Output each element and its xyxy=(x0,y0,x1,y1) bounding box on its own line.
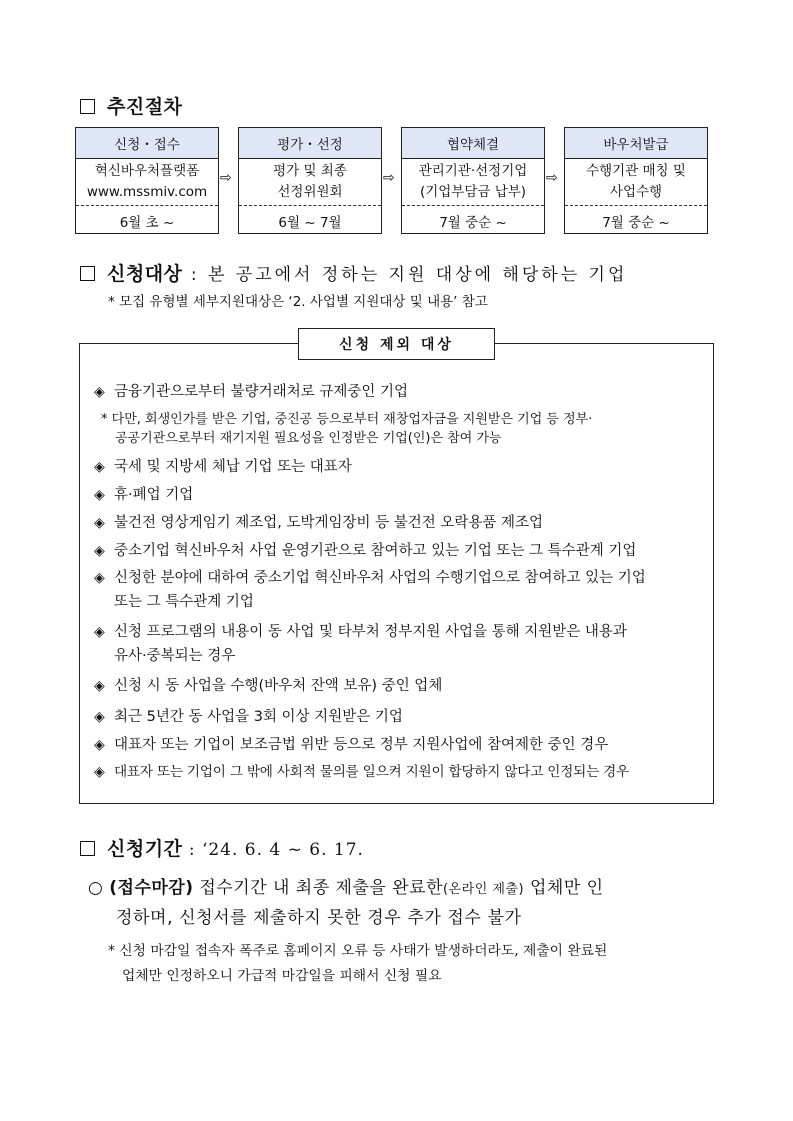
diamond-bullet-icon: ◈ xyxy=(94,543,105,559)
step-detail xyxy=(239,159,381,205)
exclusion-item xyxy=(94,760,704,784)
exclusion-item-text: 중소기업 혁신바우처 사업 운영기관으로 참여하고 있는 기업 또는 그 특수관계 기업 xyxy=(114,543,637,559)
exclusion-item-text: 금융기관으로부터 불량거래처로 규제중인 기업 xyxy=(114,384,408,400)
procedure-step-3 xyxy=(401,127,545,234)
exclusion-item-text-cont: 또는 그 특수관계 기업 xyxy=(114,594,254,610)
exclusion-item-text: 휴·폐업 기업 xyxy=(114,487,194,503)
deadline-note-line1: * 신청 마감일 접속자 폭주로 홈페이지 오류 등 사태가 발생하더라도, 제출이 완료된 xyxy=(108,943,608,959)
deadline-line1 xyxy=(88,873,604,898)
step-period: 7월 중순 ~ xyxy=(402,205,544,235)
target-title: 신청대상 xyxy=(107,263,183,285)
exclusion-item xyxy=(94,380,704,404)
checkbox-square-icon xyxy=(80,99,95,114)
exclusion-note-line1: * 다만, 회생인가를 받은 기업, 중진공 등으로부터 재창업자금을 지원받은 기업 등 정부· xyxy=(101,412,593,427)
circle-bullet-icon: ○ xyxy=(88,878,104,898)
period-heading xyxy=(80,834,364,861)
exclusion-item-text: 대표자 또는 기업이 보조금법 위반 등으로 정부 지원사업에 참여제한 중인 경우 xyxy=(114,737,609,753)
exclusion-item xyxy=(94,566,704,614)
exclusion-item-text: 신청 시 동 사업을 수행(바우처 잔액 보유) 중인 업체 xyxy=(114,678,443,694)
step-label: 신청・접수 xyxy=(76,128,218,159)
deadline-title: (접수마감) xyxy=(109,878,194,898)
diamond-bullet-icon: ◈ xyxy=(94,709,105,725)
step-detail-line2: (기업부담금 납부) xyxy=(419,184,527,200)
procedure-title: 추진절차 xyxy=(107,96,183,118)
step-label: 평가・선정 xyxy=(239,128,381,159)
step-period: 6월 초 ~ xyxy=(76,205,218,235)
diamond-bullet-icon: ◈ xyxy=(94,515,105,531)
right-arrow-icon: ⇨ xyxy=(546,170,558,186)
checkbox-square-icon xyxy=(80,266,95,281)
step-detail xyxy=(402,159,544,205)
diamond-bullet-icon: ◈ xyxy=(94,737,105,753)
diamond-bullet-icon: ◈ xyxy=(94,384,105,400)
exclusion-item-text: 국세 및 지방세 체납 기업 또는 대표자 xyxy=(114,459,352,475)
target-desc: : 본 공고에서 정하는 지원 대상에 해당하는 기업 xyxy=(182,265,628,285)
exclusion-label: 신청 제외 대상 xyxy=(298,328,495,360)
step-detail-line1: 혁신바우처플랫폼 xyxy=(94,163,200,179)
deadline-text-end: 업체만 인 xyxy=(524,878,604,898)
checkbox-square-icon xyxy=(80,841,95,856)
step-detail-line1: 수행기관 매칭 및 xyxy=(586,163,686,179)
deadline-text-small: (온라인 제출) xyxy=(443,882,525,897)
exclusion-note-line2: 공공기관으로부터 재기지원 필요성을 인정받은 기업(인)은 참여 가능 xyxy=(115,431,502,446)
step-detail-line1: 평가 및 최종 xyxy=(273,163,347,179)
step-detail-line1: 관리기관·선정기업 xyxy=(418,163,528,179)
diamond-bullet-icon: ◈ xyxy=(94,487,105,503)
step-period: 6월 ~ 7월 xyxy=(239,205,381,235)
procedure-step-4 xyxy=(564,127,708,234)
exclusion-item xyxy=(94,455,704,479)
right-arrow-icon: ⇨ xyxy=(220,170,232,186)
procedure-step-2 xyxy=(238,127,382,234)
diamond-bullet-icon: ◈ xyxy=(94,459,105,475)
deadline-line2: 정하며, 신청서를 제출하지 못한 경우 추가 접수 불가 xyxy=(116,908,522,928)
exclusion-item xyxy=(94,705,704,729)
deadline-text: 접수기간 내 최종 제출을 완료한 xyxy=(193,878,443,898)
procedure-step-1 xyxy=(75,127,219,234)
exclusion-item-text: 불건전 영상게임기 제조업, 도박게임장비 등 불건전 오락용품 제조업 xyxy=(114,515,544,531)
step-detail-line2: 선정위원회 xyxy=(277,184,343,200)
step-detail xyxy=(565,159,707,205)
step-detail-line2: www.mssmiv.com xyxy=(86,184,208,200)
diamond-bullet-icon: ◈ xyxy=(94,624,105,640)
period-title: 신청기간 xyxy=(107,838,183,860)
diamond-bullet-icon: ◈ xyxy=(94,570,105,586)
exclusion-item xyxy=(94,674,704,698)
target-note: * 모집 유형별 세부지원대상은 ‘2. 사업별 지원대상 및 내용’ 참고 xyxy=(108,294,488,310)
exclusion-item xyxy=(94,483,704,507)
step-detail xyxy=(76,159,218,205)
exclusion-item xyxy=(94,539,704,563)
target-heading xyxy=(80,259,627,286)
step-detail-line2: 사업수행 xyxy=(609,184,663,200)
step-period: 7월 중순 ~ xyxy=(565,205,707,235)
exclusion-item-text: 최근 5년간 동 사업을 3회 이상 지원받은 기업 xyxy=(114,709,403,725)
deadline-note-line2: 업체만 인정하오니 가급적 마감일을 피해서 신청 필요 xyxy=(122,968,442,984)
exclusion-item-text: 대표자 또는 기업이 그 밖에 사회적 물의를 일으켜 지원이 합당하지 않다고 인정되는 경우 xyxy=(114,764,629,780)
exclusion-item-text-cont: 유사·중복되는 경우 xyxy=(114,648,236,664)
exclusion-item xyxy=(94,620,704,668)
right-arrow-icon: ⇨ xyxy=(383,170,395,186)
diamond-bullet-icon: ◈ xyxy=(94,764,105,780)
exclusion-item-text: 신청한 분야에 대하여 중소기업 혁신바우처 사업의 수행기업으로 참여하고 있는 기업 xyxy=(114,570,646,586)
step-label: 바우처발급 xyxy=(565,128,707,159)
exclusion-item xyxy=(94,511,704,535)
exclusion-item xyxy=(94,733,704,757)
period-desc: : ‘24. 6. 4 ~ 6. 17. xyxy=(182,840,364,860)
step-label: 협약체결 xyxy=(402,128,544,159)
diamond-bullet-icon: ◈ xyxy=(94,678,105,694)
procedure-heading xyxy=(80,92,182,119)
exclusion-item-text: 신청 프로그램의 내용이 동 사업 및 타부처 정부지원 사업을 통해 지원받은 내용과 xyxy=(114,624,627,640)
